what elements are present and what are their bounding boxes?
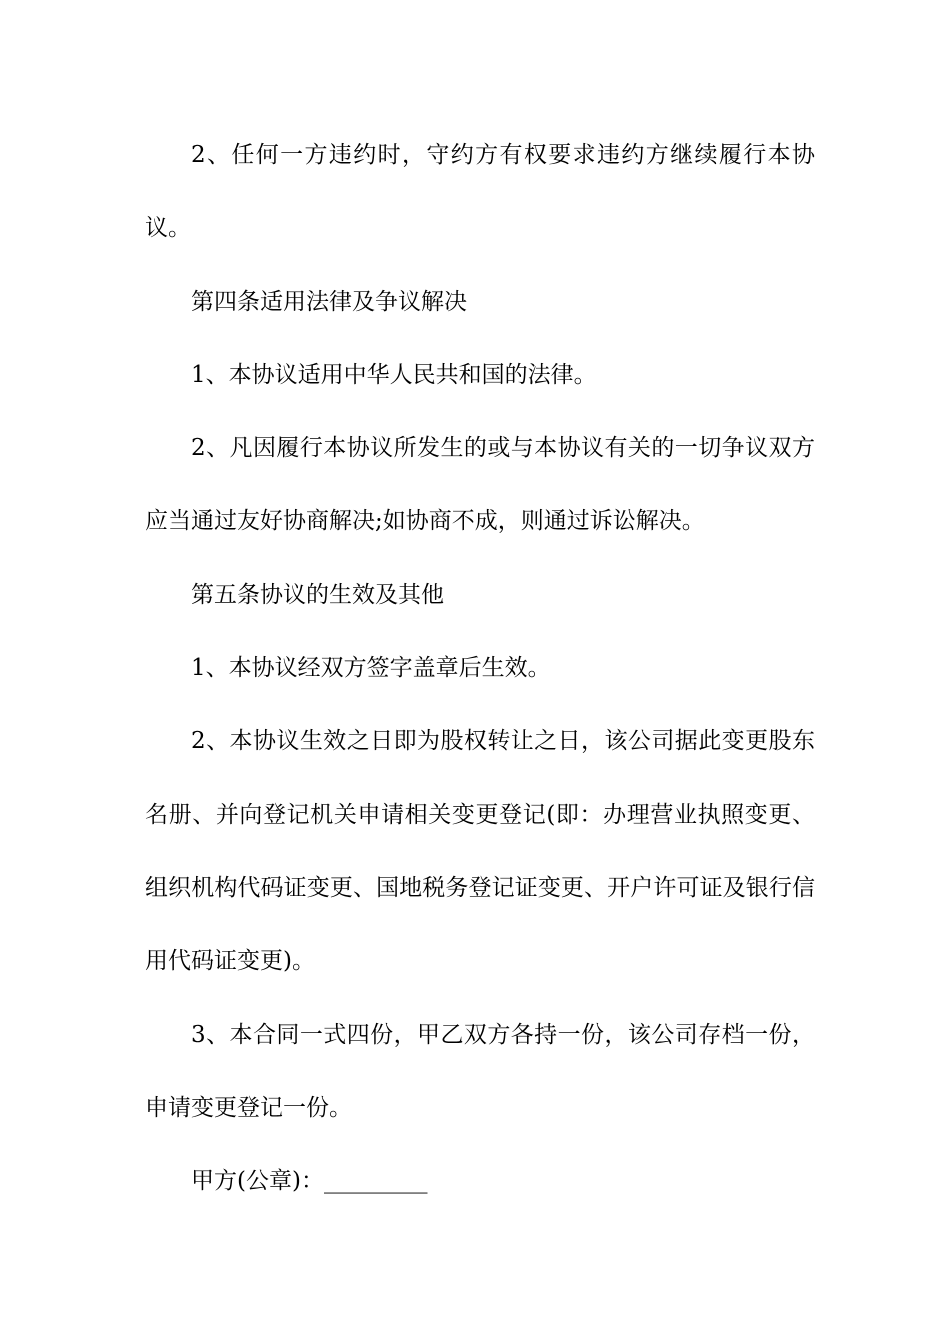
article-five-heading: 第五条协议的生效及其他 — [191, 581, 444, 608]
party-a-signature-blank: _________ — [323, 1168, 428, 1195]
clause-breach-continue: 2、任何一方违约时，守约方有权要求违约方继续履行本协议。 — [145, 142, 815, 242]
document-body — [145, 119, 815, 1218]
party-a-label: 甲方(公章)： — [191, 1168, 324, 1195]
article-four-heading: 第四条适用法律及争议解决 — [191, 288, 467, 315]
clause-effective: 1、本协议经双方签字盖章后生效。 — [191, 655, 551, 682]
clause-applicable-law: 1、本协议适用中华人民共和国的法律。 — [191, 361, 597, 388]
clause-transfer-registration: 2、本协议生效之日即为股权转让之日，该公司据此变更股东名册、并向登记机关申请相关变更登记(即：办理营业执照变更、组织机构代码证变更、国地税务登记证变更、开户许可证及银行信用代码证变更)。 — [145, 728, 815, 975]
party-a-signature-line — [145, 1145, 815, 1218]
clause-copies: 3、本合同一式四份，甲乙双方各持一份，该公司存档一份，申请变更登记一份。 — [145, 1021, 815, 1121]
clause-dispute-resolution: 2、凡因履行本协议所发生的或与本协议有关的一切争议双方应当通过友好协商解决;如协商不成，则通过诉讼解决。 — [145, 435, 815, 535]
